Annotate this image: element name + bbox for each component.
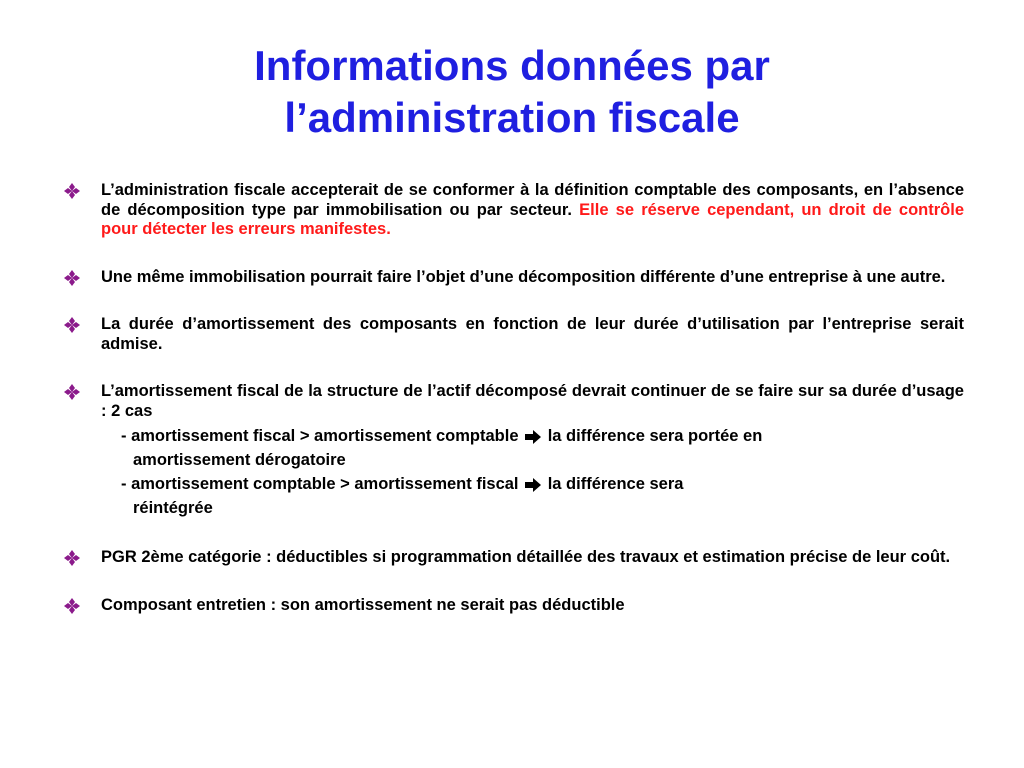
bullet-text: Composant entretien : son amortissement ne serait pas déductible <box>101 595 625 614</box>
bullet-item <box>64 548 964 568</box>
bullet-text: La durée d’amortissement des composants en fonction de leur durée d’utilisation par l’entreprise serait admise. <box>101 315 964 353</box>
right-arrow-icon <box>525 478 541 492</box>
four-diamond-bullet-icon <box>64 317 80 333</box>
four-diamond-bullet-icon <box>64 270 80 286</box>
four-diamond-bullet-icon <box>64 384 80 400</box>
bullet-item <box>64 181 964 240</box>
bullet-text: L’administration fiscale accepterait de se conformer à la définition comptable des composants, en l’absence de décomposition type par immobilisation ou par secteur. Elle se réserve cependant, un droit de contrôle pour détecter les erreurs manifestes. <box>101 181 964 238</box>
bullet-item <box>64 596 964 616</box>
bullet-text: PGR 2ème catégorie : déductibles si programmation détaillée des travaux et estimation précise de leur coût. <box>101 548 951 566</box>
four-diamond-bullet-icon <box>64 598 80 614</box>
bullet-item <box>64 382 964 520</box>
bullet-item <box>64 268 964 288</box>
sub-item-continuation: amortissement dérogatoire <box>133 451 346 469</box>
bullet-item <box>64 315 964 354</box>
four-diamond-bullet-icon <box>64 550 80 566</box>
bullet-text: Une même immobilisation pourrait faire l’objet d’une décomposition différente d’une entreprise à une autre. <box>101 267 946 286</box>
bullet-text: L’amortissement fiscal de la structure de l’actif décomposé devrait continuer de se faire sur sa durée d’usage : 2 cas <box>101 382 964 420</box>
bullet-highlight-text: Elle se réserve cependant, un droit de contrôle pour détecter les erreurs manifestes. <box>101 200 964 238</box>
sub-item: - amortissement comptable > amortissement fiscal la différence sera <box>121 475 684 493</box>
sub-item-continuation: réintégrée <box>133 499 213 517</box>
sub-list <box>101 424 964 520</box>
slide-body <box>64 181 964 643</box>
slide-title-line-2: l’administration fiscale <box>284 94 740 141</box>
sub-item: - amortissement fiscal > amortissement comptable la différence sera portée en <box>121 427 763 445</box>
slide-title-line-1: Informations données par <box>254 42 770 89</box>
slide-title <box>0 40 1024 144</box>
four-diamond-bullet-icon <box>64 183 80 199</box>
right-arrow-icon <box>525 430 541 444</box>
